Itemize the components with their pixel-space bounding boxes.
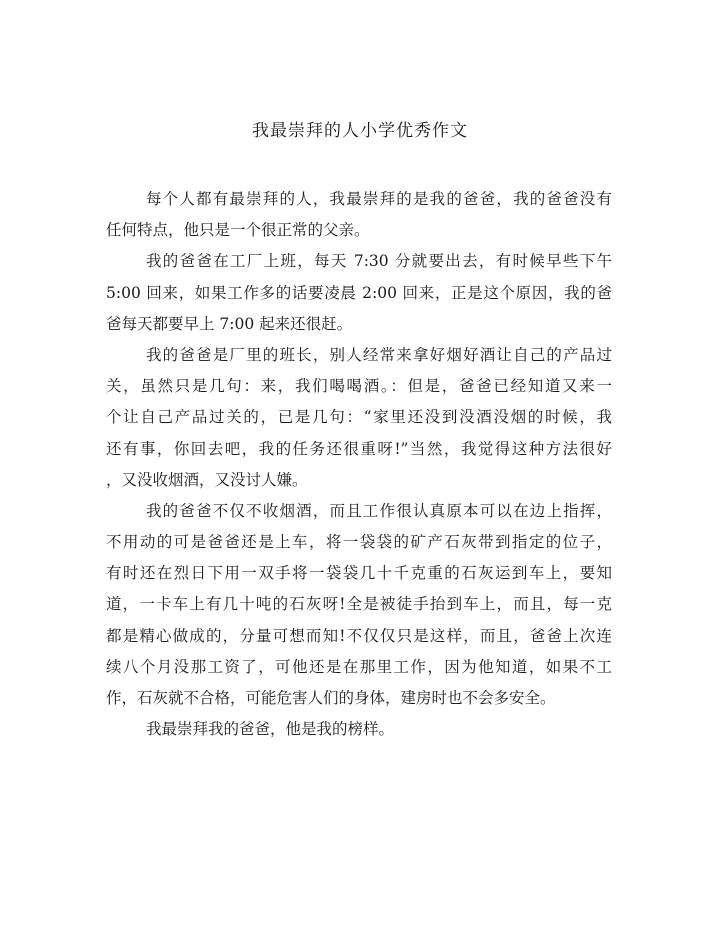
text-line: 每个人都有最崇拜的人，我最崇拜的是我的爸爸，我的爸爸没有	[146, 190, 612, 208]
text-line: 我最崇拜我的爸爸，他是我的榜样。	[146, 720, 395, 739]
essay-body	[106, 184, 612, 745]
text-line: 道，一卡车上有几十吨的石灰呀!全是被徒手抬到车上，而且，每一克	[106, 595, 612, 614]
text-line: 还有事，你回去吧，我的任务还很重呀!”当然，我觉得这种方法很好	[106, 439, 612, 458]
text-line: 个让自己产品过关的，已是几句：“家里还没到没酒没烟的时候，我	[106, 408, 612, 427]
text-line: 续八个月没那工资了，可他还是在那里工作，因为他知道，如果不工	[106, 657, 612, 676]
text-line: 我的爸爸在工厂上班，每天 7:30 分就要出去，有时候早些下午	[146, 252, 612, 271]
text-line: ，又没收烟酒，又没讨人嫌。	[106, 470, 308, 489]
text-line: 5:00 回来，如果工作多的话要凌晨 2:00 回来，正是这个原因，我的爸	[106, 283, 612, 302]
text-line: 我的爸爸是厂里的班长，别人经常来拿好烟好酒让自己的产品过	[146, 345, 612, 364]
text-line: 任何特点，他只是一个很正常的父亲。	[106, 221, 370, 240]
text-line: 我的爸爸不仅不收烟酒，而且工作很认真原本可以在边上指挥，	[146, 501, 612, 520]
text-line: 关，虽然只是几句：来，我们喝喝酒。：但是，爸爸已经知道又来一	[106, 377, 612, 396]
text-line: 爸每天都要早上 7:00 起来还很赶。	[106, 314, 353, 333]
text-line: 作，石灰就不合格，可能危害人们的身体，建房时也不会多安全。	[106, 689, 556, 707]
text-line: 不用动的可是爸爸还是上车，将一袋袋的矿产石灰带到指定的位子，	[106, 533, 612, 552]
text-line: 有时还在烈日下用一双手将一袋袋几十千克重的石灰运到车上，要知	[106, 564, 612, 583]
text-line: 都是精心做成的，分量可想而知!不仅仅只是这样，而且，爸爸上次连	[106, 626, 612, 645]
document-title: 我最崇拜的人小学优秀作文	[252, 121, 468, 141]
